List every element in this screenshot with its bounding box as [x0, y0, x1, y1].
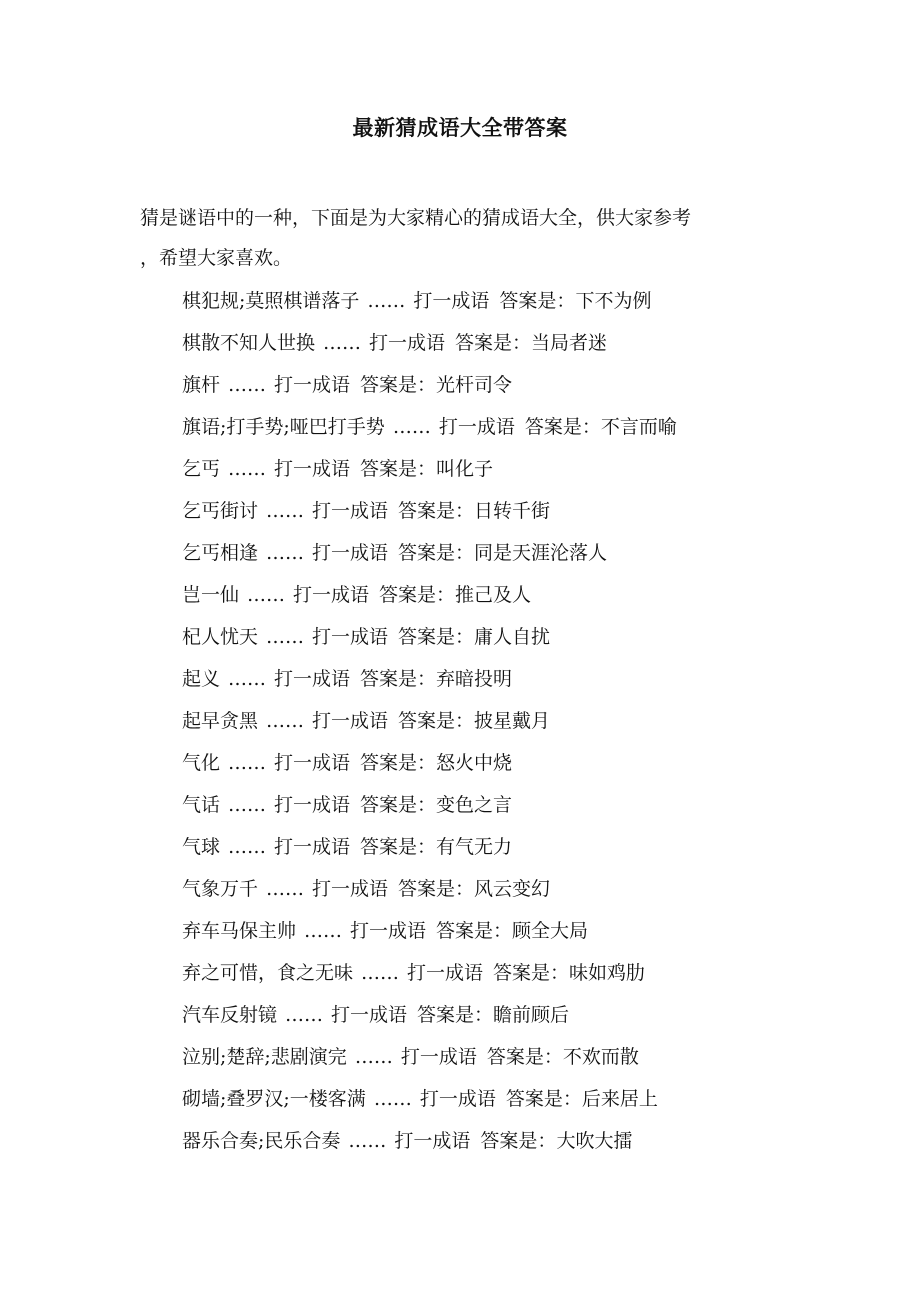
ellipsis-separator: ……: [367, 290, 406, 312]
riddle-entry: [182, 367, 822, 409]
riddle-type-label: 打一成语: [312, 710, 389, 732]
riddle-type-label: 打一成语: [274, 794, 351, 816]
riddle-entry: [182, 409, 822, 451]
ellipsis-separator: ……: [285, 1004, 324, 1026]
answer-text: 味如鸡肋: [569, 962, 646, 984]
riddle-entry: [182, 661, 822, 703]
riddle-entry: [182, 325, 822, 367]
riddle-text: 岂一仙: [182, 584, 240, 606]
riddle-text: 泣别;楚辞;悲剧演完: [182, 1046, 347, 1068]
riddle-text: 乞丐街讨: [182, 500, 259, 522]
answer-text: 庸人自扰: [474, 626, 551, 648]
ellipsis-separator: ……: [228, 668, 267, 690]
ellipsis-separator: ……: [247, 584, 286, 606]
riddle-type-label: 打一成语: [312, 878, 389, 900]
ellipsis-separator: ……: [266, 626, 305, 648]
riddle-type-label: 打一成语: [419, 1088, 496, 1110]
riddle-text: 乞丐: [182, 458, 221, 480]
answer-prefix: 答案是：: [499, 290, 576, 312]
answer-text: 同是天涯沦落人: [474, 542, 608, 564]
riddle-text: 棋犯规;莫照棋谱落子: [182, 290, 360, 312]
answer-text: 怒火中烧: [436, 752, 513, 774]
answer-prefix: 答案是：: [360, 374, 437, 396]
riddle-list: [182, 283, 822, 1165]
riddle-type-label: 打一成语: [274, 668, 351, 690]
answer-prefix: 答案是：: [417, 1004, 494, 1026]
ellipsis-separator: ……: [361, 962, 400, 984]
ellipsis-separator: ……: [228, 374, 267, 396]
riddle-text: 气象万千: [182, 878, 259, 900]
riddle-entry: [182, 1123, 822, 1165]
riddle-type-label: 打一成语: [312, 542, 389, 564]
riddle-entry: [182, 787, 822, 829]
riddle-type-label: 打一成语: [407, 962, 484, 984]
riddle-text: 弃之可惜，食之无味: [182, 962, 354, 984]
riddle-type-label: 打一成语: [274, 836, 351, 858]
riddle-entry: [182, 745, 822, 787]
answer-text: 光杆司令: [436, 374, 513, 396]
riddle-type-label: 打一成语: [394, 1130, 471, 1152]
riddle-entry: [182, 997, 822, 1039]
answer-text: 推己及人: [455, 584, 532, 606]
answer-prefix: 答案是：: [360, 836, 437, 858]
answer-prefix: 答案是：: [398, 542, 475, 564]
riddle-text: 旗语;打手势;哑巴打手势: [182, 416, 385, 438]
riddle-type-label: 打一成语: [350, 920, 427, 942]
ellipsis-separator: ……: [266, 500, 305, 522]
riddle-text: 杞人忧天: [182, 626, 259, 648]
answer-text: 有气无力: [436, 836, 513, 858]
riddle-type-label: 打一成语: [400, 1046, 477, 1068]
answer-text: 下不为例: [575, 290, 652, 312]
riddle-type-label: 打一成语: [312, 626, 389, 648]
riddle-entry: [182, 871, 822, 913]
riddle-text: 弃车马保主帅: [182, 920, 297, 942]
answer-text: 风云变幻: [474, 878, 551, 900]
riddle-entry: [182, 1039, 822, 1081]
riddle-text: 旗杆: [182, 374, 221, 396]
intro-line-2: ，希望大家喜欢。: [140, 247, 293, 269]
document-title: 最新猜成语大全带答案: [352, 115, 568, 140]
riddle-text: 气化: [182, 752, 221, 774]
answer-prefix: 答案是：: [398, 626, 475, 648]
riddle-entry: [182, 577, 822, 619]
riddle-text: 气球: [182, 836, 221, 858]
riddle-type-label: 打一成语: [293, 584, 370, 606]
answer-prefix: 答案是：: [360, 458, 437, 480]
answer-prefix: 答案是：: [505, 1088, 582, 1110]
answer-prefix: 答案是：: [360, 668, 437, 690]
answer-text: 顾全大局: [512, 920, 589, 942]
answer-prefix: 答案是：: [360, 752, 437, 774]
riddle-text: 砌墙;叠罗汉;一楼客满: [182, 1088, 366, 1110]
riddle-entry: [182, 829, 822, 871]
answer-text: 后来居上: [581, 1088, 658, 1110]
answer-prefix: 答案是：: [480, 1130, 557, 1152]
answer-prefix: 答案是：: [398, 500, 475, 522]
answer-prefix: 答案是：: [455, 332, 532, 354]
riddle-type-label: 打一成语: [438, 416, 515, 438]
answer-text: 当局者迷: [531, 332, 608, 354]
riddle-type-label: 打一成语: [312, 500, 389, 522]
riddle-text: 棋散不知人世换: [182, 332, 316, 354]
answer-prefix: 答案是：: [379, 584, 456, 606]
riddle-entry: [182, 493, 822, 535]
riddle-entry: [182, 703, 822, 745]
answer-text: 叫化子: [436, 458, 494, 480]
riddle-type-label: 打一成语: [274, 374, 351, 396]
riddle-entry: [182, 535, 822, 577]
answer-text: 瞻前顾后: [493, 1004, 570, 1026]
riddle-entry: [182, 451, 822, 493]
riddle-text: 汽车反射镜: [182, 1004, 278, 1026]
riddle-type-label: 打一成语: [413, 290, 490, 312]
ellipsis-separator: ……: [304, 920, 343, 942]
ellipsis-separator: ……: [323, 332, 362, 354]
ellipsis-separator: ……: [354, 1046, 393, 1068]
riddle-text: 乞丐相逢: [182, 542, 259, 564]
answer-prefix: 答案是：: [493, 962, 570, 984]
answer-prefix: 答案是：: [436, 920, 513, 942]
ellipsis-separator: ……: [228, 458, 267, 480]
riddle-entry: [182, 619, 822, 661]
ellipsis-separator: ……: [228, 752, 267, 774]
ellipsis-separator: ……: [373, 1088, 412, 1110]
answer-text: 披星戴月: [474, 710, 551, 732]
riddle-entry: [182, 1081, 822, 1123]
answer-prefix: 答案是：: [398, 878, 475, 900]
riddle-entry: [182, 283, 822, 325]
ellipsis-separator: ……: [392, 416, 431, 438]
riddle-text: 起早贪黑: [182, 710, 259, 732]
riddle-type-label: 打一成语: [331, 1004, 408, 1026]
answer-text: 日转千街: [474, 500, 551, 522]
answer-text: 大吹大擂: [556, 1130, 633, 1152]
intro-paragraph: [140, 198, 780, 278]
ellipsis-separator: ……: [266, 710, 305, 732]
answer-prefix: 答案是：: [524, 416, 601, 438]
riddle-entry: [182, 913, 822, 955]
riddle-text: 器乐合奏;民乐合奏: [182, 1130, 341, 1152]
answer-text: 变色之言: [436, 794, 513, 816]
ellipsis-separator: ……: [348, 1130, 387, 1152]
ellipsis-separator: ……: [228, 836, 267, 858]
intro-line-1: 猜是谜语中的一种，下面是为大家精心的猜成语大全，供大家参考: [140, 207, 692, 229]
riddle-text: 起义: [182, 668, 221, 690]
riddle-entry: [182, 955, 822, 997]
ellipsis-separator: ……: [266, 542, 305, 564]
ellipsis-separator: ……: [228, 794, 267, 816]
answer-prefix: 答案是：: [398, 710, 475, 732]
answer-prefix: 答案是：: [360, 794, 437, 816]
answer-text: 不欢而散: [562, 1046, 639, 1068]
answer-prefix: 答案是：: [486, 1046, 563, 1068]
answer-text: 弃暗投明: [436, 668, 513, 690]
riddle-type-label: 打一成语: [369, 332, 446, 354]
ellipsis-separator: ……: [266, 878, 305, 900]
riddle-type-label: 打一成语: [274, 458, 351, 480]
answer-text: 不言而喻: [600, 416, 677, 438]
riddle-type-label: 打一成语: [274, 752, 351, 774]
riddle-text: 气话: [182, 794, 221, 816]
